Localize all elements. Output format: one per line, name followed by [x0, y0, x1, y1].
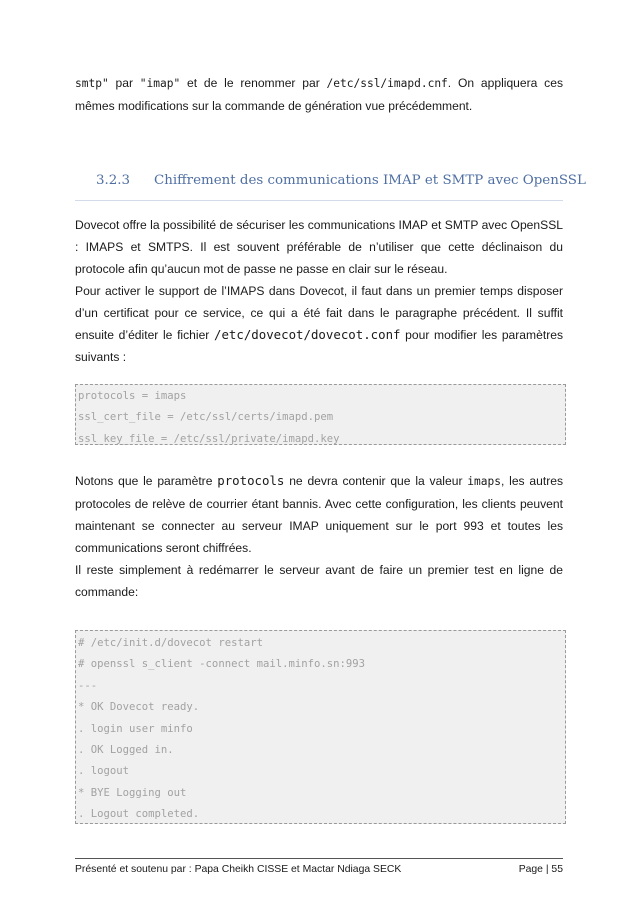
- inline-code: /etc/ssl/imapd.cnf: [326, 77, 448, 90]
- code-line: # /etc/init.d/dovecot restart: [78, 637, 263, 649]
- text-run: Notons que le paramètre: [75, 474, 218, 488]
- paragraph-text: [75, 72, 563, 117]
- code-line: ssl_cert_file = /etc/ssl/certs/imapd.pem: [78, 411, 334, 424]
- code-line: # openssl s_client -connect mail.minfo.sn:993: [78, 658, 366, 671]
- section-title: Chiffrement des communications IMAP et SMTP avec OpenSSL: [154, 173, 586, 188]
- paragraph-text: [75, 470, 563, 559]
- text-run: et de le renommer par: [180, 76, 327, 90]
- footer-authors: Présenté et soutenu par : Papa Cheikh CISSE et Mactar Ndiaga SECK: [75, 864, 402, 875]
- footer-divider: [75, 858, 563, 859]
- inline-code: "imap": [139, 77, 181, 90]
- paragraph-intro: [75, 72, 563, 117]
- inline-code: smtp": [75, 77, 109, 90]
- text-run: , les autres protocoles de relève de courrier étant bannis. Avec cette configuration, les clients peuvent maintenant se connecter au serveur IMAP uniquement sur le port 993 et toutes les communications seront chiffrées.: [75, 474, 564, 555]
- section-divider: [75, 200, 563, 201]
- code-line: . Logout completed.: [78, 808, 200, 821]
- code-line: protocols = imaps: [78, 390, 187, 402]
- text-run: Pour activer le support de l’IMAPS dans Dovecot, il faut dans un premier temps disposer d’un certificat pour ce service, ce qui a été fait dans le paragraphe précédent. Il suffit ensuite d’éditer le fichier: [75, 284, 563, 342]
- paragraph-dovecot: [75, 214, 563, 368]
- paragraph-text: [75, 280, 563, 368]
- text-run: . On appliquera ces mêmes modifications sur la commande de génération vue précédemment.: [75, 76, 563, 113]
- code-line: ssl_key_file = /etc/ssl/private/imapd.key: [78, 432, 340, 445]
- section-heading: [96, 173, 586, 188]
- section-number: 3.2.3: [96, 173, 131, 188]
- paragraph-text: Dovecot offre la possibilité de sécuriser les communications IMAP et SMTP avec OpenSSL : IMAPS et SMTPS. Il est souvent préférable de n’utiliser que cette déclinaison du protocole afin qu’aucun mot de passe ne passe en clair sur le réseau.: [75, 218, 563, 276]
- text-run: pour modifier les paramètres suivants :: [75, 328, 563, 364]
- inline-code: imaps: [467, 475, 501, 488]
- code-block-config: [75, 384, 566, 445]
- inline-code: protocols: [217, 473, 285, 488]
- text-run: ne devra contenir que la valeur: [284, 474, 468, 488]
- code-line: * OK Dovecot ready.: [78, 701, 200, 714]
- text-run: par: [108, 76, 140, 90]
- paragraph-text: Il reste simplement à redémarrer le serveur avant de faire un premier test en ligne de commande:: [75, 563, 563, 599]
- code-line: . logout: [78, 765, 130, 778]
- inline-code: /etc/dovecot/dovecot.conf: [214, 327, 401, 342]
- code-line: . login user minfo: [78, 722, 193, 735]
- code-line: ---: [78, 679, 98, 692]
- code-line: . OK Logged in.: [78, 743, 174, 756]
- paragraph-protocols: [75, 470, 563, 603]
- page-number: Page | 55: [518, 864, 563, 875]
- code-line: * BYE Logging out: [78, 786, 187, 799]
- code-block-terminal: [75, 630, 566, 824]
